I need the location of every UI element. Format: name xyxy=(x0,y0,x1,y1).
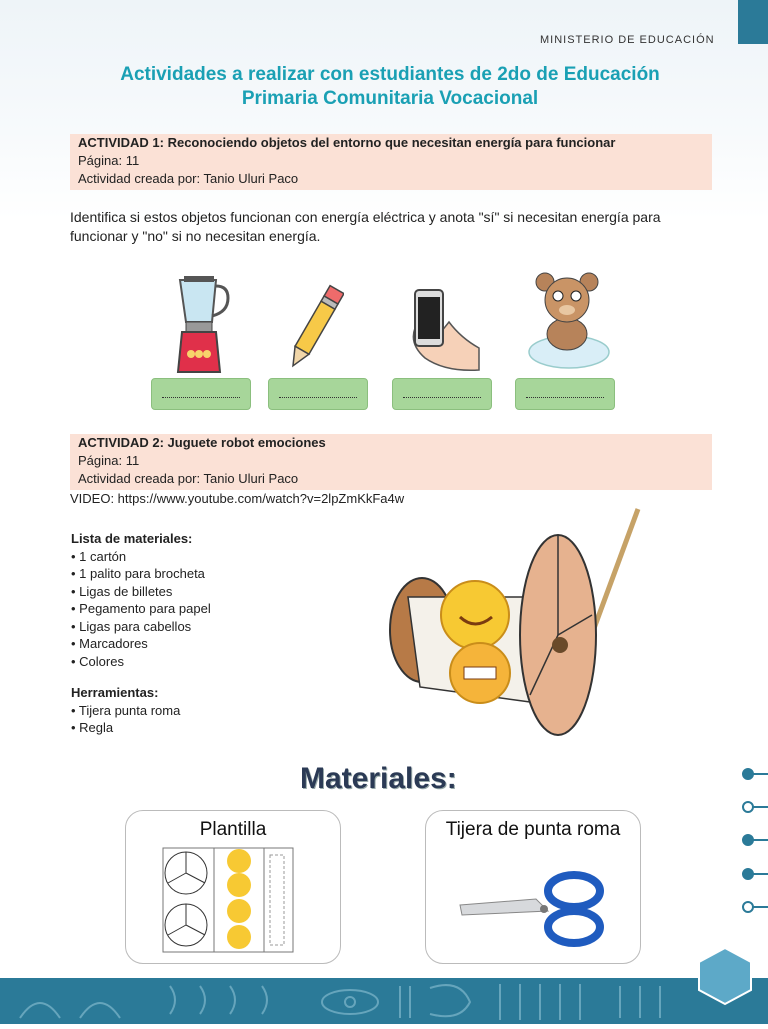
list-item: • Ligas de billetes xyxy=(71,583,173,599)
activity-1-name: Reconociendo objetos del entorno que necesitan energía para funcionar xyxy=(167,135,616,150)
materials-list xyxy=(71,530,211,737)
template-card xyxy=(125,810,341,964)
activity-2-author: Actividad creada por: Tanio Uluri Paco xyxy=(78,471,299,486)
hexagon-logo xyxy=(697,946,753,1006)
scissors-image xyxy=(456,869,612,949)
list-item: • 1 cartón xyxy=(71,548,127,564)
materials-heading: Lista de materiales: xyxy=(71,531,193,546)
footer-band xyxy=(0,978,768,1024)
activity-1-author: Actividad creada por: Tanio Uluri Paco xyxy=(78,171,299,186)
list-item: • Ligas para cabellos xyxy=(71,618,192,634)
list-item: • 1 palito para brocheta xyxy=(71,566,205,581)
list-item: • Marcadores xyxy=(71,636,148,651)
materials-section-title: Materiales: xyxy=(300,762,457,795)
activity-2-box xyxy=(70,434,712,490)
answer-box-phone[interactable] xyxy=(392,378,492,410)
activity-2-label: ACTIVIDAD 2: Juguete robot emociones xyxy=(78,435,326,450)
video-link[interactable]: VIDEO: https://www.youtube.com/watch?v=2lpZmKkFa4w xyxy=(70,491,405,506)
title-line-2: Primaria Comunitaria Vocacional xyxy=(241,88,539,109)
circuit-decoration xyxy=(735,760,768,940)
robot-toy-image xyxy=(380,505,650,745)
title-line-1: Actividades a realizar con estudiantes de 2do de Educación xyxy=(120,64,660,85)
teddy-bear-image xyxy=(527,270,611,372)
list-item: • Regla xyxy=(71,720,114,735)
phone-image xyxy=(405,288,481,372)
page-title xyxy=(60,63,720,111)
activity-1-box xyxy=(70,134,712,190)
activity-1-page: Página: 11 xyxy=(78,153,140,168)
scissors-card xyxy=(425,810,641,964)
tools-heading: Herramientas: xyxy=(71,685,159,700)
answer-box-blender[interactable] xyxy=(151,378,251,410)
list-item: • Pegamento para papel xyxy=(71,601,211,616)
pencil-image xyxy=(288,278,344,374)
answer-box-teddy[interactable] xyxy=(515,378,615,410)
template-card-title: Plantilla xyxy=(199,819,267,840)
list-item: • Tijera punta roma xyxy=(71,702,181,718)
ministry-label: MINISTERIO DE EDUCACIÓN xyxy=(540,34,715,46)
activity-2-page: Página: 11 xyxy=(78,453,140,468)
template-image xyxy=(162,847,294,953)
corner-tab xyxy=(738,0,768,44)
answer-box-pencil[interactable] xyxy=(268,378,368,410)
list-item: • Colores xyxy=(71,653,124,669)
scissors-card-title: Tijera de punta roma xyxy=(445,819,621,840)
instruction-text: Identifica si estos objetos funcionan con energía eléctrica y anota "sí" si necesitan energía para funcionar y "no" si no necesitan energía. xyxy=(70,209,661,244)
footer-pattern xyxy=(0,978,768,1024)
blender-image xyxy=(172,272,232,376)
activity-1-label: ACTIVIDAD 1: xyxy=(78,135,164,150)
